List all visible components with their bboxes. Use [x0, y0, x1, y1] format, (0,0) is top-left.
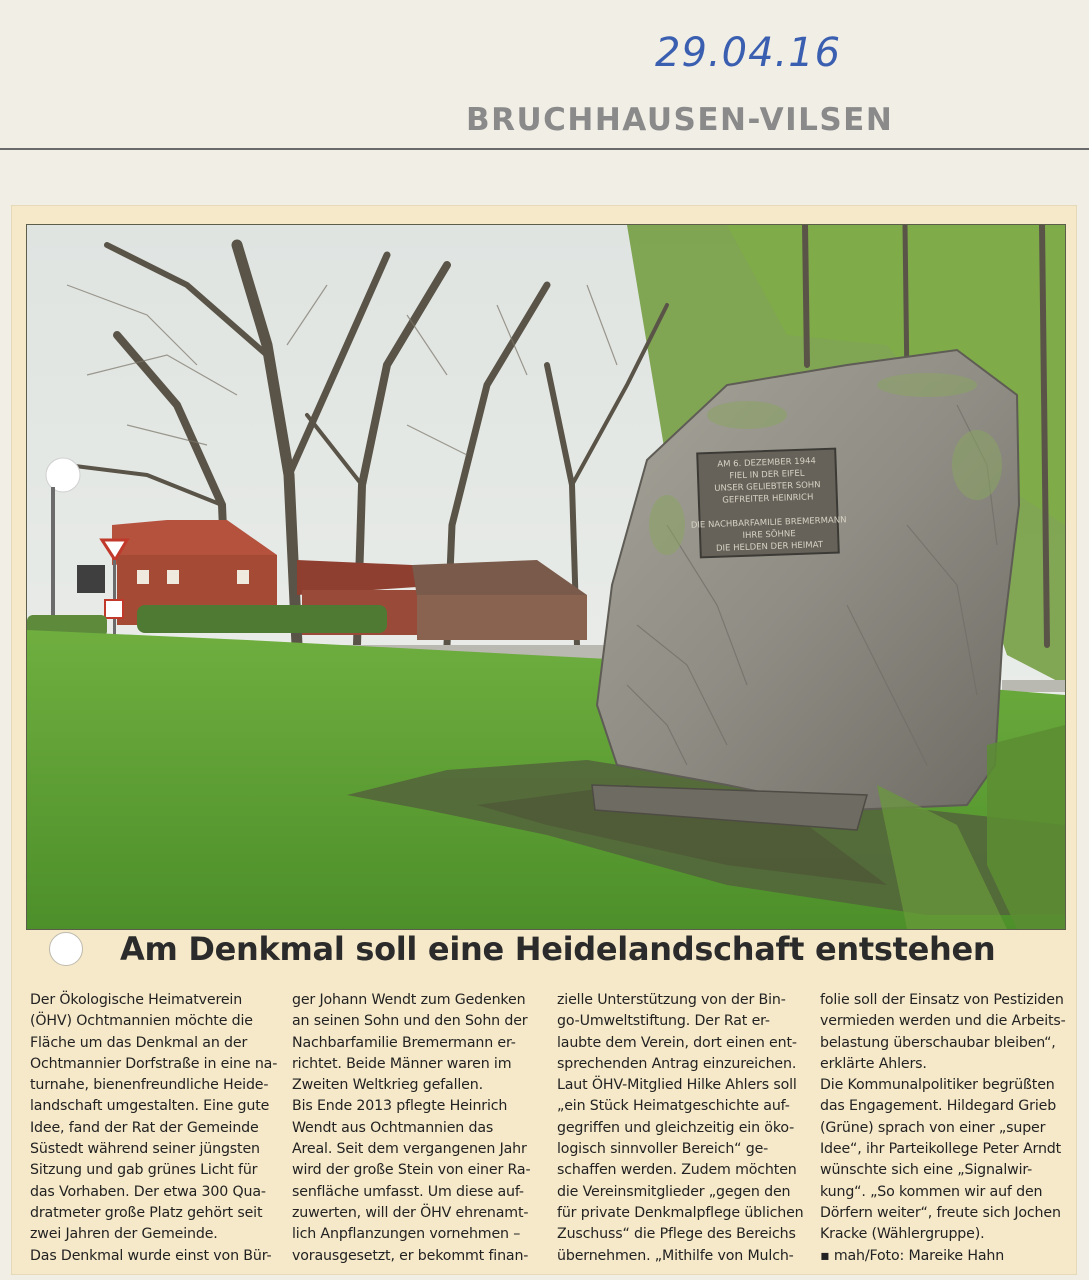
text-line: „ein Stück Heimatgeschichte auf- [557, 1098, 790, 1115]
plaque-line: GEFREITER HEINRICH [722, 492, 814, 506]
text-line: logisch sinnvoller Bereich“ ge- [557, 1141, 769, 1158]
photo-credit: ▪ mah/Foto: Mareike Hahn [820, 1247, 1005, 1264]
text-line: Bis Ende 2013 pflegte Heinrich [292, 1098, 508, 1115]
text-line: die Vereinsmitglieder „gegen den [557, 1183, 791, 1200]
text-line: Nachbarfamilie Bremermann er- [292, 1034, 516, 1051]
handwritten-date: 29.04.16 [655, 30, 842, 76]
text-line: kung“. „So kommen wir auf den [820, 1183, 1043, 1200]
text-line: zuwerten, will der ÖHV ehrenamt- [292, 1204, 529, 1221]
text-line: schaffen werden. Zudem möchten [557, 1162, 797, 1179]
article-column-3 [557, 990, 813, 1267]
text-line: richtet. Beide Männer waren im [292, 1055, 512, 1072]
text-line: Fläche um das Denkmal an der [30, 1034, 248, 1051]
article-column-2 [292, 990, 548, 1267]
text-line: folie soll der Einsatz von Pestiziden [820, 992, 1064, 1008]
text-line: an seinen Sohn und den Sohn der [292, 1013, 528, 1030]
text-line: erklärte Ahlers. [820, 1055, 927, 1072]
text-line: Wendt aus Ochtmannien das [292, 1119, 494, 1136]
text-line: Die Kommunalpolitiker begrüßten [820, 1077, 1055, 1094]
text-line: Süstedt während seiner jüngsten [30, 1141, 260, 1158]
text-line: Der Ökologische Heimatverein [30, 992, 243, 1008]
text-line: laubte dem Verein, dort einen ent- [557, 1034, 797, 1051]
text-line: das Engagement. Hildegard Grieb [820, 1098, 1057, 1115]
text-line: dratmeter große Platz gehört seit [30, 1204, 263, 1221]
punch-hole [49, 932, 83, 966]
text-line: Idee“, ihr Parteikollege Peter Arndt [820, 1141, 1062, 1158]
text-line: landschaft umgestalten. Eine gute [30, 1098, 270, 1115]
article-column-4 [820, 990, 1076, 1267]
text-line: Kracke (Wählergruppe). [820, 1226, 985, 1243]
text-line: gegriffen und gleichzeitig ein öko- [557, 1119, 795, 1136]
text-line: Zuschuss“ die Pflege des Bereichs [557, 1226, 796, 1243]
text-line: (ÖHV) Ochtmannien möchte die [30, 1013, 253, 1030]
text-line: lich Anpflanzungen vornehmen – [292, 1226, 521, 1243]
text-line: Das Denkmal wurde einst von Bür- [30, 1247, 272, 1264]
text-line: zielle Unterstützung von der Bin- [557, 992, 786, 1008]
text-line: vermieden werden und die Arbeits- [820, 1013, 1066, 1030]
article-headline: Am Denkmal soll eine Heidelandschaft entstehen [120, 930, 996, 968]
memorial-stone-scene [27, 225, 1065, 929]
text-line: Laut ÖHV-Mitglied Hilke Ahlers soll [557, 1077, 797, 1094]
text-line: übernehmen. „Mithilfe von Mulch- [557, 1247, 794, 1264]
text-line: ger Johann Wendt zum Gedenken [292, 992, 526, 1008]
article-photo [26, 224, 1066, 930]
plaque-line: DIE NACHBARFAMILIE BREMERMANN [690, 515, 847, 531]
plaque-line: IHRE SÖHNE [742, 529, 796, 541]
section-rule [0, 148, 1089, 150]
text-line: senfläche umfasst. Um diese auf- [292, 1183, 524, 1200]
plaque-line: AM 6. DEZEMBER 1944 [717, 456, 817, 470]
section-title: BRUCHHAUSEN-VILSEN [466, 102, 894, 138]
text-line: Zweiten Weltkrieg gefallen. [292, 1077, 483, 1094]
text-line: Ochtmannier Dorfstraße in eine na- [30, 1055, 278, 1072]
text-line: wird der große Stein von einer Ra- [292, 1162, 531, 1179]
text-line: Idee, fand der Rat der Gemeinde [30, 1119, 259, 1136]
text-line: go-Umweltstiftung. Der Rat er- [557, 1013, 770, 1030]
plaque-line: FIEL IN DER EIFEL [729, 468, 805, 482]
text-line: zwei Jahren der Gemeinde. [30, 1226, 218, 1243]
text-line: belastung überschaubar bleiben“, [820, 1034, 1056, 1051]
text-line: wünschte sich eine „Signalwir- [820, 1162, 1033, 1179]
text-line: das Vorhaben. Der etwa 300 Qua- [30, 1183, 266, 1200]
article-column-1 [30, 990, 286, 1267]
plaque-line: DIE HELDEN DER HEIMAT [715, 540, 824, 554]
text-line: turnahe, bienenfreundliche Heide- [30, 1077, 269, 1094]
text-line: vorausgesetzt, er bekommt finan- [292, 1247, 529, 1264]
text-line: Areal. Seit dem vergangenen Jahr [292, 1141, 527, 1158]
text-line: Sitzung und gab grünes Licht für [30, 1162, 258, 1179]
text-line: Dörfern weiter“, freute sich Jochen [820, 1204, 1061, 1221]
text-line: (Grüne) sprach von einer „super [820, 1119, 1046, 1136]
text-line: sprechenden Antrag einzureichen. [557, 1055, 797, 1072]
plaque-line: UNSER GELIEBTER SOHN [714, 480, 821, 494]
text-line: für private Denkmalpflege üblichen [557, 1204, 804, 1221]
